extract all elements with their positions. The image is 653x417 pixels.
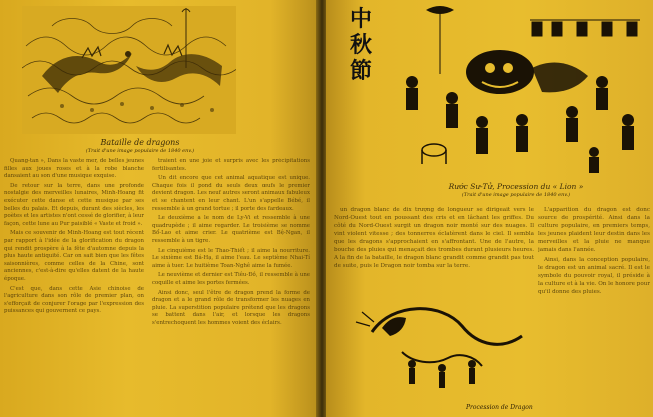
right-column-2 (538, 206, 650, 417)
paragraph: Mais ce souvenir de Minh-Hoang est tout récent par rapport à l'idée de la glorification du dragon qui rendit prospère à la fête d'automne depuis la plus haute antiquité. Car on sait bien que les fêtes saisonnières, comme celles de la Chine, sont anciennes, c'est-à-dire qu'elles datent de la haute époque. (4, 230, 144, 282)
caption-title: Rước Sư-Tử, Procession du « Lion » (448, 182, 584, 191)
paragraph: Le deuxième a le nom de Ly-Vi et ressemble à une quadrupède ; il aime regarder. Le troisième se nomme Bổ-Lao et aime crier. Le quatrième est Bệ-Ngan, il ressemble à un tigre. (152, 215, 310, 244)
paragraph: Le cinquième est le Thao-Thiết ; il aime la nourriture. Le sixième est Bá-Hạ, il aime l'eau. Le septième Nhai-Tí aime à tuer. Le huitième Toan-Nghê aime la fumée. (152, 247, 310, 269)
paragraph: Ainsi, dans la conception populaire, le dragon est un animal sacré. Il est le symbole du pouvoir royal, il préside à la culture et à la vie. On le honore pour qu'il donne des pluies. (538, 257, 650, 295)
left-column-1 (4, 158, 144, 416)
paragraph: Quang-tan », Dans la vaste mer, de belles jeunes filles aux joues roses et à la robe blanche dansaient au son d'une musique exquise. (4, 158, 144, 180)
paragraph: traient en une joie et surpris avec les précipitations fertilisantes. (152, 158, 310, 172)
paragraph: De retour sur la terre, dans une profonde nostalgie des merveilles lunaires, Minh-Hoang fit exécuter cette danse et cette musique par ses belles du palais. Et depuis, durant des siècles, les poètes et les artistes n'ont cessé de glorifier, à leur façon, cette lune au Pur paisiblé « Vaste et froid ». (4, 182, 144, 227)
right-page (326, 0, 653, 417)
paragraph: L'apparition du dragon est donc source de prospérité. Ainsi dans la culture populaire, en premiers temps, les jeunes plaident leur destin dans les merveilles et la pluie ne manque jamais dans l'année. (538, 207, 650, 253)
left-column-2 (152, 158, 310, 416)
caption-credit: (Trait d'une image populaire de 1840 env.) (85, 148, 195, 154)
paragraph: Ainsi donc, seul l'être de dragon prend la forme de dragon et a le grand rôle de transformer les nuages en pluie. La superstition populaire prétend que les dragons se battent dans l'air, et lorsque les dragons s'entrechoquent les hommes voient des éclairs. (152, 289, 310, 326)
mid-autumn-title: 中秋節 (350, 6, 373, 84)
paragraph: Un dit encore que cet animal aquatique est unique. Chaque fois il pond du seuls deux œufs le premier devient dragon. Les neuf autres seront animaux fabuleux et se chantent en leur chant. L'un s'appelle Bébé, il ressemble à un grand tortue ; il porte des fardeaux. (152, 175, 310, 212)
left-page (0, 0, 318, 417)
paragraph: un dragon blanc de dix trượng de longueur se dirigeait vers le Nord-Ouest tout en poussant des cris et en lâchant les griffes. Du côté du Nord-Ouest surgit un dragon noir monté sur des nuages. Il vint violent vitesse ; des tonnerres éclatèrent dans le ciel. Il sembla que les dragons s'approchaient en s'affrontant. Une de l'autre, la bouche des pluies qui menaçait des trombes durant plusieurs heures. A la fin de la bataille, le dragon blanc grandit comme grandit pas tout de suite, puis le Dragon noir tomba sur la terre. (334, 207, 534, 269)
dragon-battle-caption (60, 138, 220, 156)
right-column-1 (334, 206, 534, 296)
lion-procession-caption (416, 182, 616, 200)
dragon-procession-caption: Procession de Dragon (466, 404, 533, 411)
dragon-battle-illustration (22, 6, 236, 134)
paragraph: C'est que, dans cette Asie chinoise de l'agriculture dans son rôle de premier plan, on s'efforçait de conjurer l'orage par l'expression des puissances qui gouvernent ce pays. (4, 285, 144, 315)
paragraph: Le neuvième et dernier est Tiêu-Đồ, il ressemble à une coquille et aime les portes fermées. (152, 272, 310, 286)
caption-title: Bataille de dragons (100, 138, 180, 147)
caption-credit: (Trait d'une image populaire de 1840 env.) (461, 192, 571, 198)
lion-procession-illustration (382, 2, 650, 180)
dragon-procession-drawing (342, 292, 542, 416)
